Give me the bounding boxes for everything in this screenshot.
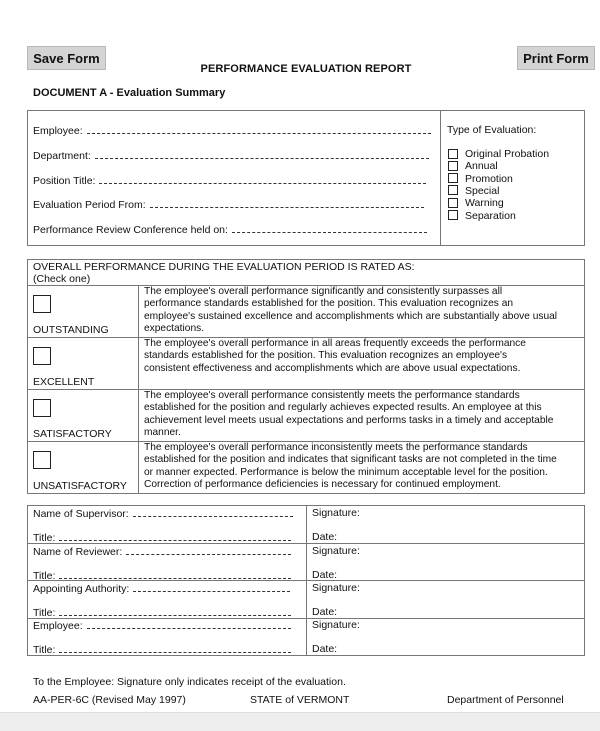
annual-checkbox[interactable] [448,161,458,171]
bottom-bar [0,712,600,731]
excellent-checkbox[interactable] [33,347,51,365]
form-id: AA-PER-6C (Revised May 1997) [33,694,186,706]
position-title-label: Position Title: [33,175,96,187]
unsatisfactory-checkbox[interactable] [33,451,51,469]
review-conference-input[interactable] [232,223,427,233]
description-line: established for the position and indicates that significant tasks are not completed in the time [144,454,557,466]
description-line: The employee's overall performance in all areas frequently exceeds the performance [144,338,526,349]
original-probation-checkbox[interactable] [448,149,458,159]
evaluation-period-input[interactable] [150,198,424,208]
employee-signature-label: Signature: [312,619,360,631]
reviewer-name-input[interactable] [126,545,291,555]
evaluation-type-label: Type of Evaluation: [447,124,537,136]
employee-title-row [33,643,291,656]
department-field-row [33,149,429,162]
unsatisfactory-label: UNSATISFACTORY [33,480,127,492]
promotion-checkbox[interactable] [448,173,458,183]
employee-note: To the Employee: Signature only indicates receipt of the evaluation. [33,676,346,688]
employee-sign-label: Employee: [33,620,83,632]
unsatisfactory-description [144,442,557,492]
review-conference-field-row [33,223,427,236]
description-line: consistent effectiveness and accomplishments which are above usual expectations. [144,362,521,374]
employee-title-label: Title: [33,644,56,656]
description-line: manner. [144,427,181,439]
print-form-button[interactable]: Print Form [517,46,595,70]
supervisor-title-label: Title: [33,532,56,544]
reviewer-date-label: Date: [312,569,338,581]
description-line: expectations. [144,323,205,335]
appointing-authority-signature-label: Signature: [312,582,360,594]
supervisor-row [33,507,293,520]
supervisor-date-label: Date: [312,531,338,543]
rating-hint: (Check one) [33,273,91,285]
position-title-field-row [33,174,426,187]
outstanding-label: OUTSTANDING [33,324,109,336]
department-label: Department: [33,150,91,162]
appointing-authority-label: Appointing Authority: [33,583,130,595]
description-line: Correction of performance deficiencies is necessary for continued employment. [144,479,501,491]
outstanding-description [144,286,557,336]
description-line: The employee's overall performance consistently meets the performance standards [144,390,520,401]
employee-input[interactable] [87,124,431,134]
separation-checkbox[interactable] [448,210,458,220]
employee-sign-name-input[interactable] [87,619,291,629]
evaluation-period-field-row [33,198,424,211]
special-checkbox[interactable] [448,185,458,195]
original-probation-label: Original Probation [465,148,550,160]
supervisor-title-input[interactable] [59,531,291,541]
description-line: The employee's overall performance inconsistently meets the performance standards [144,442,528,453]
appointing-authority-title-input[interactable] [59,606,291,616]
supervisor-signature-label: Signature: [312,507,360,519]
description-line: performance standards established for the position. This evaluation recognizes an [144,298,514,310]
department-input[interactable] [95,149,429,159]
appointing-authority-title-row [33,606,291,619]
warning-checkbox[interactable] [448,198,458,208]
description-line: or manner expected. Performance is below the minimum acceptable level for the position. [144,466,548,478]
employee-title-input[interactable] [59,643,291,653]
reviewer-signature-label: Signature: [312,545,360,557]
review-conference-label: Performance Review Conference held on: [33,224,228,236]
evaluation-period-label: Evaluation Period From: [33,199,146,211]
save-form-button[interactable]: Save Form [27,46,106,70]
rating-header: OVERALL PERFORMANCE DURING THE EVALUATION PERIOD IS RATED AS: [33,261,415,273]
document-subtitle: DOCUMENT A - Evaluation Summary [33,87,226,99]
reviewer-label: Name of Reviewer: [33,546,123,558]
employee-date-label: Date: [312,643,338,655]
description-line: achievement level meets usual expectations and performs tasks in a timely and acceptable [144,414,554,426]
reviewer-title-label: Title: [33,570,56,582]
description-line: established for the position and regularly achieves expected results. An employee at this [144,402,542,414]
separation-label: Separation [465,210,516,222]
excellent-description [144,338,526,375]
appointing-authority-row [33,582,290,595]
position-title-input[interactable] [99,174,426,184]
employee-field-row [33,124,431,137]
warning-label: Warning [465,197,504,209]
appointing-authority-date-label: Date: [312,606,338,618]
description-line: The employee's overall performance significantly and consistently surpasses all [144,286,503,297]
special-label: Special [465,185,500,197]
reviewer-title-input[interactable] [59,569,291,579]
description-line: employee's sustained excellence and accomplishments which are substantially above usual [144,310,558,322]
reviewer-row [33,545,291,558]
state-name: STATE of VERMONT [250,694,350,706]
page-title: PERFORMANCE EVALUATION REPORT [200,63,412,75]
satisfactory-checkbox[interactable] [33,399,51,417]
satisfactory-label: SATISFACTORY [33,428,112,440]
description-line: standards established for the position. This evaluation recognizes an employee's [144,350,508,362]
supervisor-name-input[interactable] [133,507,293,517]
employee-label: Employee: [33,125,83,137]
satisfactory-description [144,390,553,440]
outstanding-checkbox[interactable] [33,295,51,313]
supervisor-label: Name of Supervisor: [33,508,129,520]
info-divider [440,110,441,246]
department-name: Department of Personnel [447,694,564,706]
appointing-authority-title-label: Title: [33,607,56,619]
excellent-label: EXCELLENT [33,376,95,388]
reviewer-title-row [33,569,291,582]
promotion-label: Promotion [465,173,513,185]
appointing-authority-name-input[interactable] [133,582,290,592]
supervisor-title-row [33,531,291,544]
annual-label: Annual [465,160,498,172]
employee-sign-row [33,619,291,632]
